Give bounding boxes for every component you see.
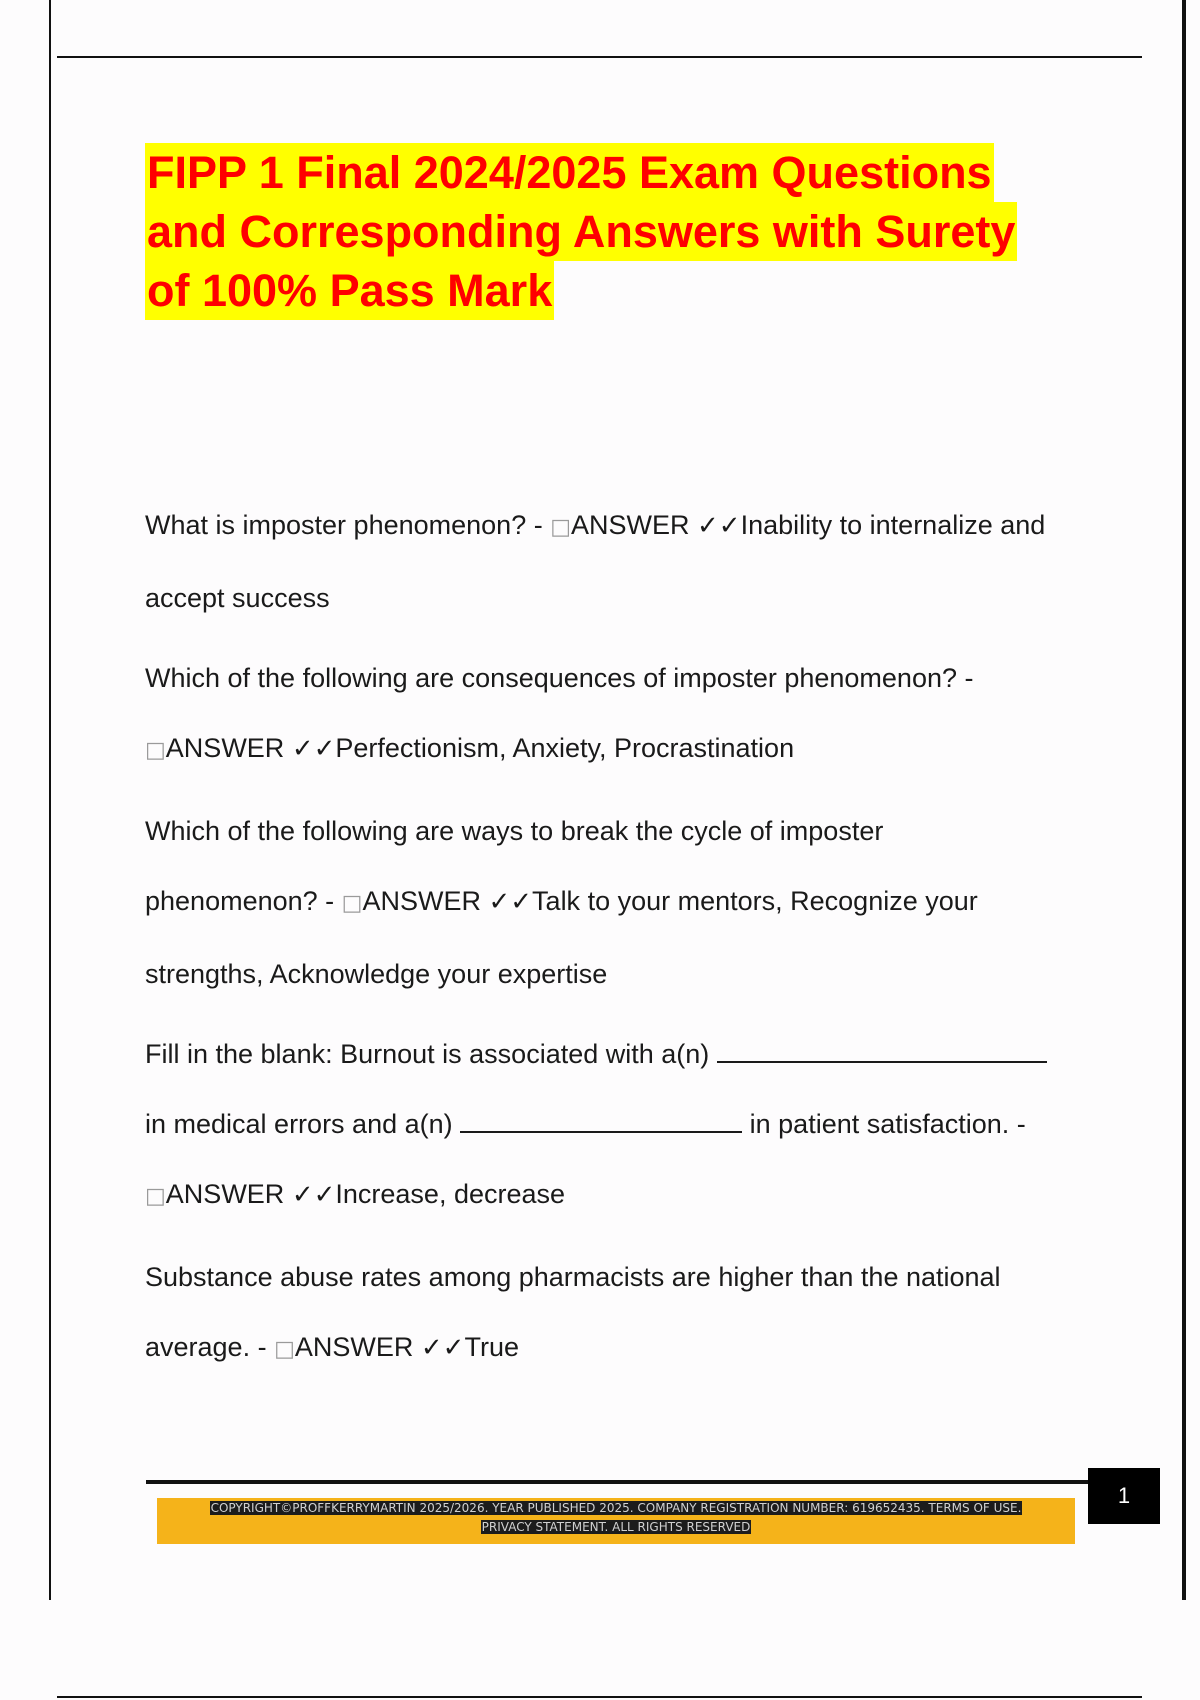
title-line: and Corresponding Answers with Surety bbox=[145, 202, 1017, 261]
question-line: accept success bbox=[145, 583, 330, 613]
checkbox-glyph: □ bbox=[145, 738, 166, 763]
question-text: phenomenon? - bbox=[145, 886, 342, 916]
copyright-text: PRIVACY STATEMENT. ALL RIGHTS RESERVED bbox=[481, 1520, 751, 1534]
check-marks-icon: ✓✓ bbox=[291, 1180, 336, 1210]
question-list bbox=[145, 490, 1105, 1395]
checkbox-glyph: □ bbox=[145, 1184, 166, 1209]
footer-rule bbox=[146, 1480, 1088, 1484]
question-text: average. - bbox=[145, 1332, 275, 1362]
page-border-right bbox=[1182, 0, 1186, 1600]
document-title bbox=[145, 143, 1105, 320]
fill-in-blank bbox=[460, 1109, 742, 1133]
answer-text: Perfectionism, Anxiety, Procrastination bbox=[335, 733, 795, 763]
answer-text: Talk to your mentors, Recognize your bbox=[532, 886, 978, 916]
answer-label: ANSWER bbox=[294, 1332, 421, 1362]
question-line bbox=[145, 1159, 1105, 1232]
answer-label: ANSWER bbox=[165, 1179, 292, 1209]
header-rule bbox=[57, 56, 1142, 58]
question-item bbox=[145, 1242, 1105, 1385]
page-number: 1 bbox=[1088, 1468, 1160, 1524]
question-item bbox=[145, 643, 1105, 786]
question-item bbox=[145, 796, 1105, 1009]
copyright-text: COPYRIGHT©PROFFKERRYMARTIN 2025/2026. YEAR PUBLISHED 2025. COMPANY REGISTRATION NUMBER: 619652435. TERMS OF USE. bbox=[210, 1501, 1022, 1515]
question-line: strengths, Acknowledge your expertise bbox=[145, 959, 608, 989]
answer-text: True bbox=[464, 1332, 519, 1362]
check-marks-icon: ✓✓ bbox=[488, 887, 533, 917]
question-line bbox=[145, 1019, 1105, 1089]
question-line bbox=[145, 1089, 1105, 1159]
answer-text: Inability to internalize and bbox=[740, 510, 1046, 540]
answer-label: ANSWER bbox=[165, 733, 292, 763]
checkbox-glyph: □ bbox=[341, 891, 363, 916]
checkbox-glyph: □ bbox=[274, 1337, 295, 1362]
copyright-footer bbox=[157, 1498, 1075, 1544]
question-item bbox=[145, 490, 1105, 633]
check-marks-icon: ✓✓ bbox=[420, 1333, 465, 1363]
answer-label: ANSWER bbox=[362, 886, 489, 916]
title-line: FIPP 1 Final 2024/2025 Exam Questions bbox=[145, 143, 994, 202]
question-line bbox=[145, 1312, 1105, 1385]
check-marks-icon: ✓✓ bbox=[291, 734, 336, 764]
question-line bbox=[145, 490, 1105, 563]
question-line bbox=[145, 866, 1105, 939]
question-line: Which of the following are ways to break the cycle of imposter bbox=[145, 816, 884, 846]
checkbox-glyph: □ bbox=[550, 515, 571, 540]
next-page-rule bbox=[57, 1696, 1142, 1698]
question-text: Fill in the blank: Burnout is associated with a(n) bbox=[145, 1039, 717, 1069]
answer-text: Increase, decrease bbox=[335, 1179, 566, 1209]
question-line: Which of the following are consequences of imposter phenomenon? - bbox=[145, 663, 974, 693]
answer-label: ANSWER bbox=[571, 510, 698, 540]
question-line bbox=[145, 713, 1105, 786]
question-text: in patient satisfaction. - bbox=[742, 1109, 1026, 1139]
question-text: What is imposter phenomenon? - bbox=[145, 510, 551, 540]
page-border-left bbox=[49, 0, 51, 1600]
fill-in-blank bbox=[717, 1039, 1047, 1063]
question-text: in medical errors and a(n) bbox=[145, 1109, 461, 1139]
check-marks-icon: ✓✓ bbox=[697, 511, 741, 541]
question-item bbox=[145, 1019, 1105, 1232]
title-line: of 100% Pass Mark bbox=[145, 261, 554, 320]
question-line: Substance abuse rates among pharmacists are higher than the national bbox=[145, 1262, 1001, 1292]
